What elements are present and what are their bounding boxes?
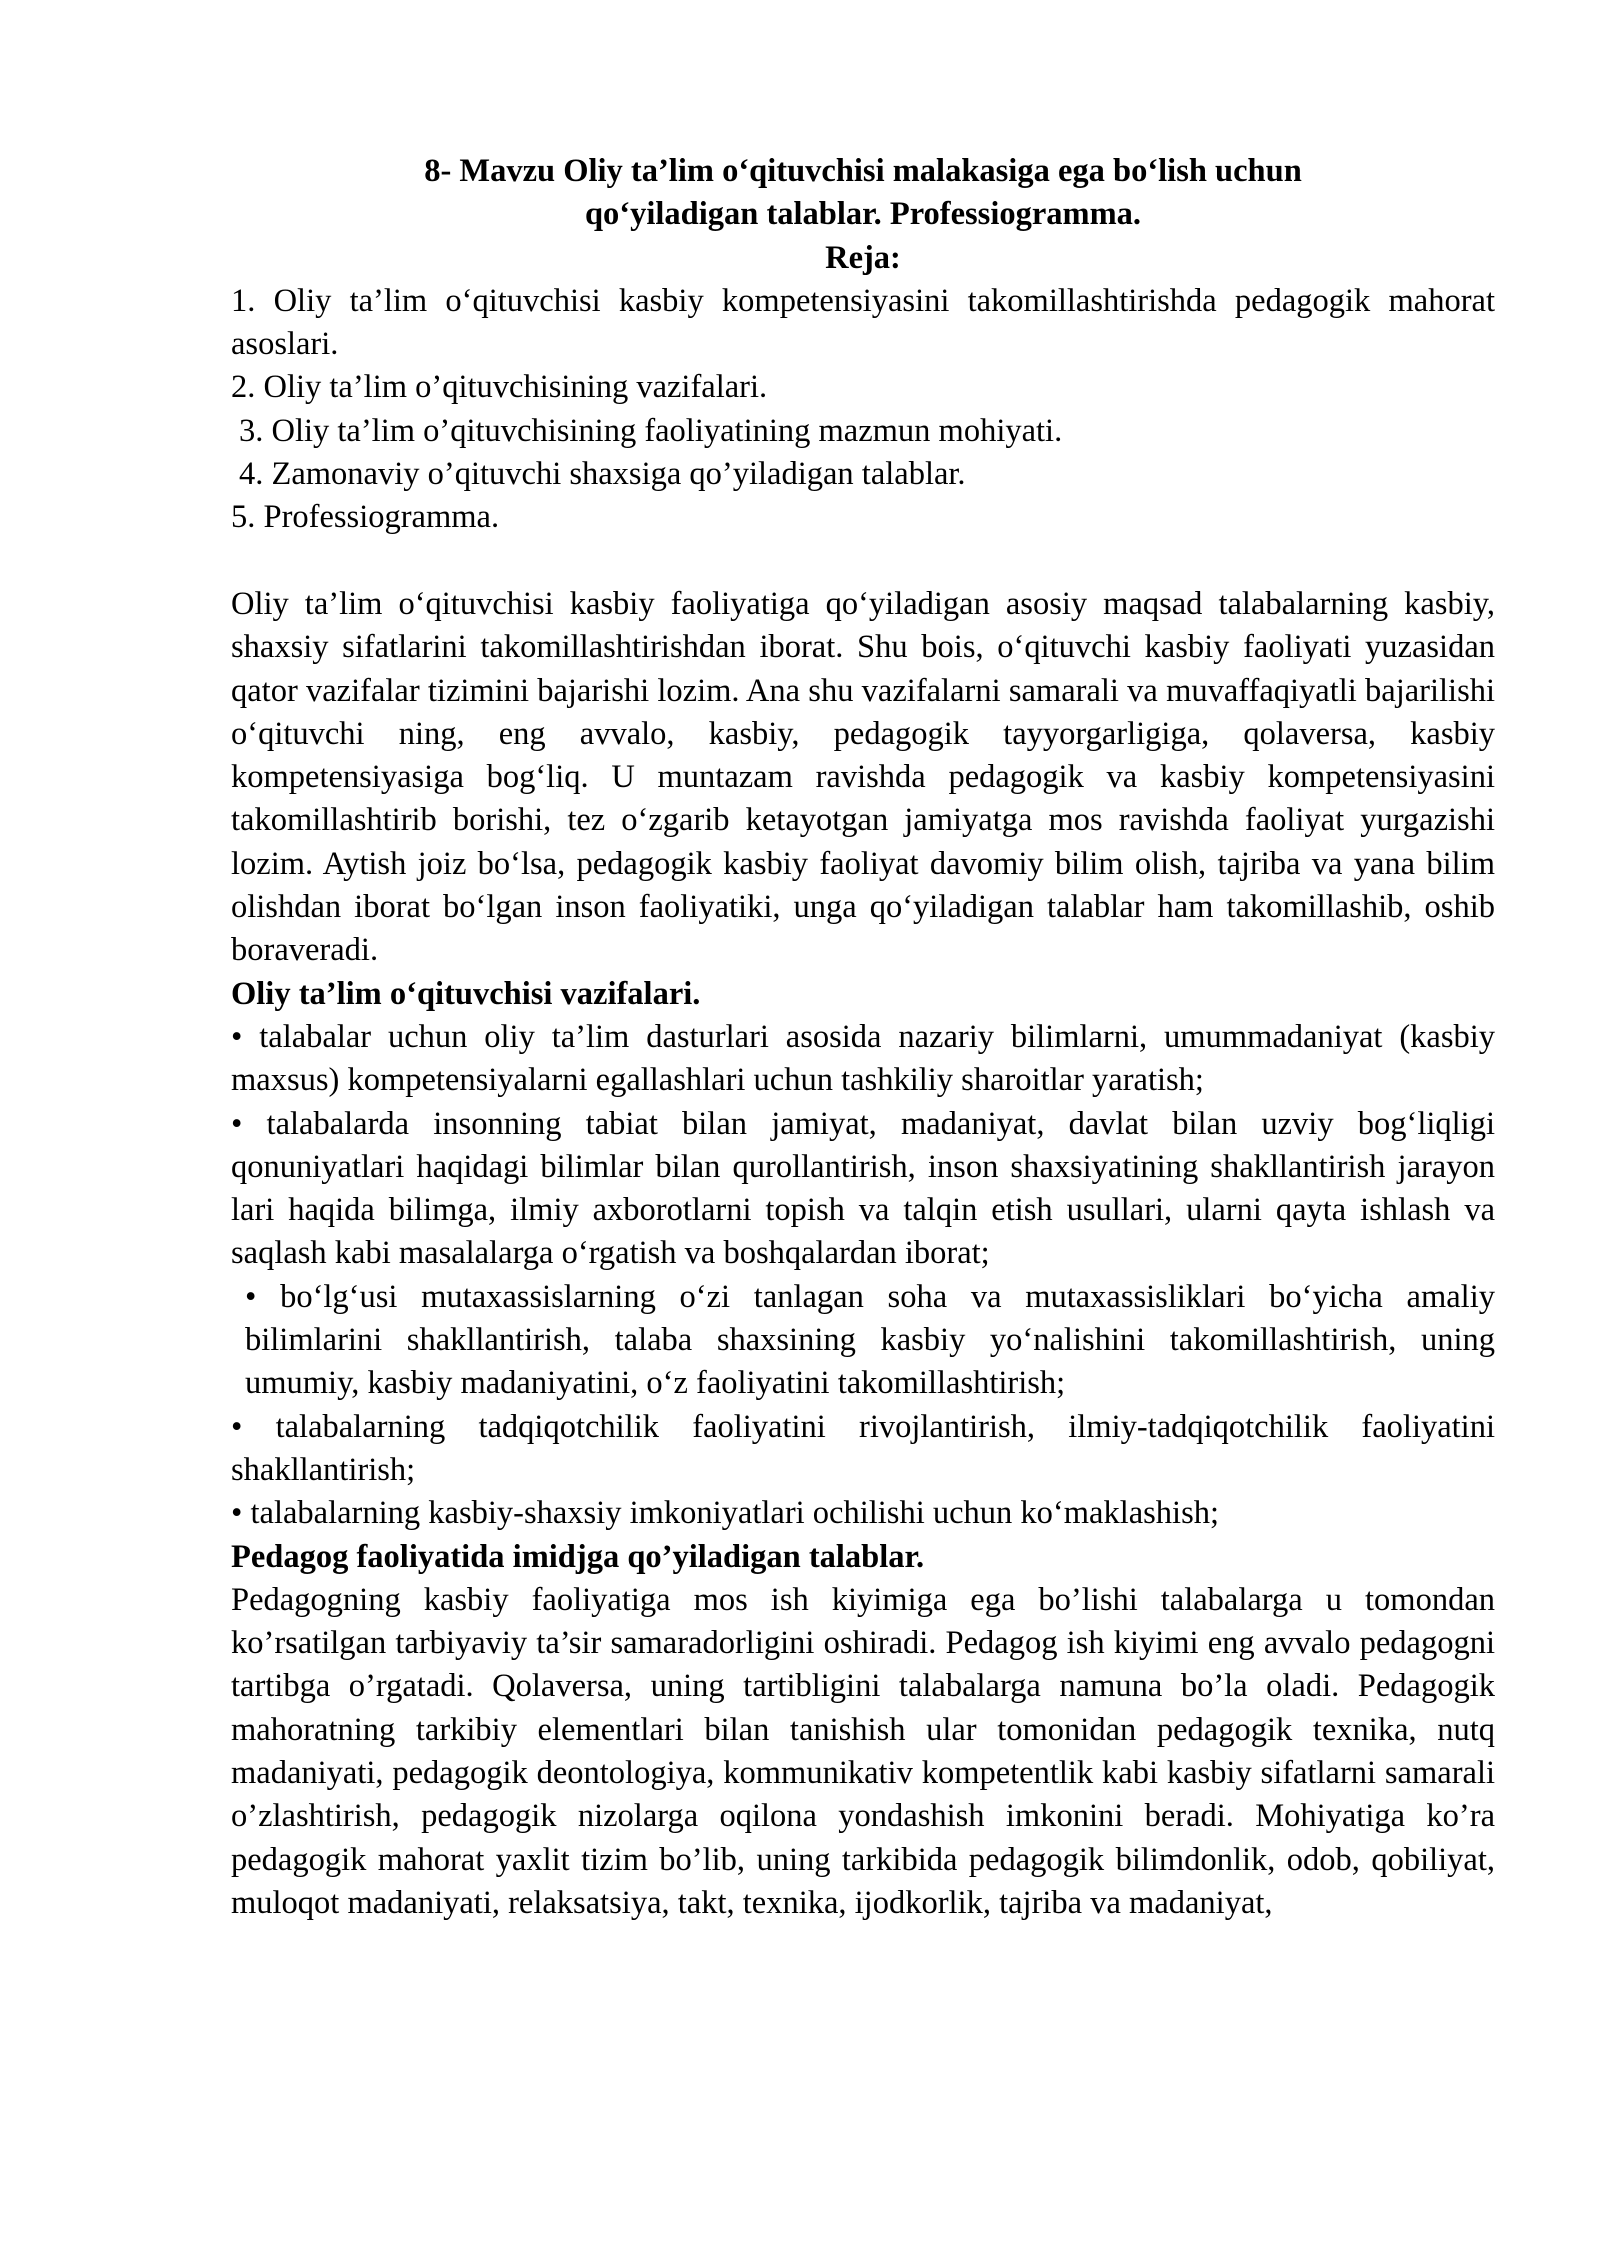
- image-section-heading: Pedagog faoliyatida imidjga qo’yiladigan talablar.: [231, 1538, 925, 1575]
- plan-heading: Reja:: [825, 239, 901, 276]
- title-line-2: qo‘yiladigan talablar. Professiogramma.: [584, 196, 1142, 233]
- image-section-paragraph: Pedagogning kasbiy faoliyatiga mos ish kiyimiga ega bo’lishi talabalarga u tomondan ko’rsatilgan tarbiyaviy ta’sir samaradorligini oshiradi. Pedagog ish kiyimi eng avvalo pedagogni tartibga o’rgatadi. Qolaversa, uning tartibligini talabalarga namuna bo’la oladi. Pedagogik mahoratning tarkibiy elementlari bilan tanishish ular tomonidan pedagogik texnika, nutq madaniyati, pedagogik deontologiya, kommunikativ kompetentlik kabi kasbiy sifatlarni samarali o’zlashtirish, pedagogik nizolarga oqilona yondashish imkonini beradi. Mohiyatiga ko’ra pedagogik mahorat yaxlit tizim bo’lib, uning tarkibida pedagogik bilimdonlik, odob, qobiliyat, muloqot madaniyati, relaksatsiya, takt, texnika, ijodkorlik, tajriba va madaniyat,: [231, 1581, 1495, 1921]
- title-line-1: 8- Mavzu Oliy ta’lim o‘qituvchisi malakasiga ega bo‘lish uchun: [424, 153, 1302, 189]
- duty-item: • bo‘lg‘usi mutaxassislarning o‘zi tanlagan soha va mutaxassisliklari bo‘yicha amaliy bilimlarini shakllantirish, talaba shaxsining kasbiy yo‘nalishini takomillashtirish, uning umumiy, kasbiy madaniyatini, o‘z faoliyatini takomillashtirish;: [245, 1278, 1495, 1402]
- plan-list: [231, 280, 1495, 540]
- blank-line: [231, 540, 1495, 583]
- plan-item: 5. Professiogramma.: [231, 499, 500, 536]
- plan-item: 4. Zamonaviy o’qituvchi shaxsiga qo’yiladigan talablar.: [239, 456, 966, 493]
- document-page: [231, 150, 1495, 1925]
- plan-item: 3. Oliy ta’lim o’qituvchisining faoliyatining mazmun mohiyati.: [239, 412, 1063, 449]
- intro-paragraph: Oliy ta’lim o‘qituvchisi kasbiy faoliyatiga qo‘yiladigan asosiy maqsad talabalarning kasbiy, shaxsiy sifatlarini takomillashtirishdan iborat. Shu bois, o‘qituvchi kasbiy faoliyati yuzasidan qator vazifalar tizimini bajarishi lozim. Ana shu vazifalarni samarali va muvaffaqiyatli bajarilishi o‘qituvchi ning, eng avvalo, kasbiy, pedagogik tayyorgarligiga, qolaversa, kasbiy kompetensiyasiga bog‘liq. U muntazam ravishda pedagogik va kasbiy kompetensiyasini takomillashtirib borishi, tez o‘zgarib ketayotgan jamiyatga mos ravishda faoliyat yurgazishi lozim. Aytish joiz bo‘lsa, pedagogik kasbiy faoliyat davomiy bilim olish, tajriba va yana bilim olishdan iborat bo‘lgan inson faoliyatiki, unga qo‘yiladigan talablar ham takomillashib, oshib boraveradi.: [231, 585, 1495, 969]
- duty-item: • talabalarda insonning tabiat bilan jamiyat, madaniyat, davlat bilan uzviy bog‘liqligi qonuniyatlari haqidagi bilimlar bilan qurollantirish, inson shaxsiyatining shakllantirish jarayon lari haqida bilimga, ilmiy axborotlarni topish va talqin etish usullari, ularni qayta ishlash va saqlash kabi masalalarga o‘rgatish va boshqalardan iborat;: [231, 1105, 1495, 1272]
- duty-item: • talabalarning kasbiy-shaxsiy imkoniyatlari ochilishi uchun ko‘maklashish;: [231, 1495, 1219, 1532]
- duty-item: • talabalar uchun oliy ta’lim dasturlari asosida nazariy bilimlarni, umummadaniyat (kasbiy maxsus) kompetensiyalarni egallashlari uchun tashkiliy sharoitlar yaratish;: [231, 1018, 1495, 1099]
- duty-item: • talabalarning tadqiqotchilik faoliyatini rivojlantirish, ilmiy-tadqiqotchilik faoliyatini shakllantirish;: [231, 1408, 1495, 1488]
- plan-item: 2. Oliy ta’lim o’qituvchisining vazifalari.: [231, 369, 768, 406]
- plan-item: 1. Oliy ta’lim o‘qituvchisi kasbiy kompetensiyasini takomillashtirishda pedagogik mahorat asoslari.: [231, 282, 1495, 363]
- duties-heading: Oliy ta’lim o‘qituvchisi vazifalari.: [231, 975, 701, 1012]
- document-title: [231, 150, 1495, 237]
